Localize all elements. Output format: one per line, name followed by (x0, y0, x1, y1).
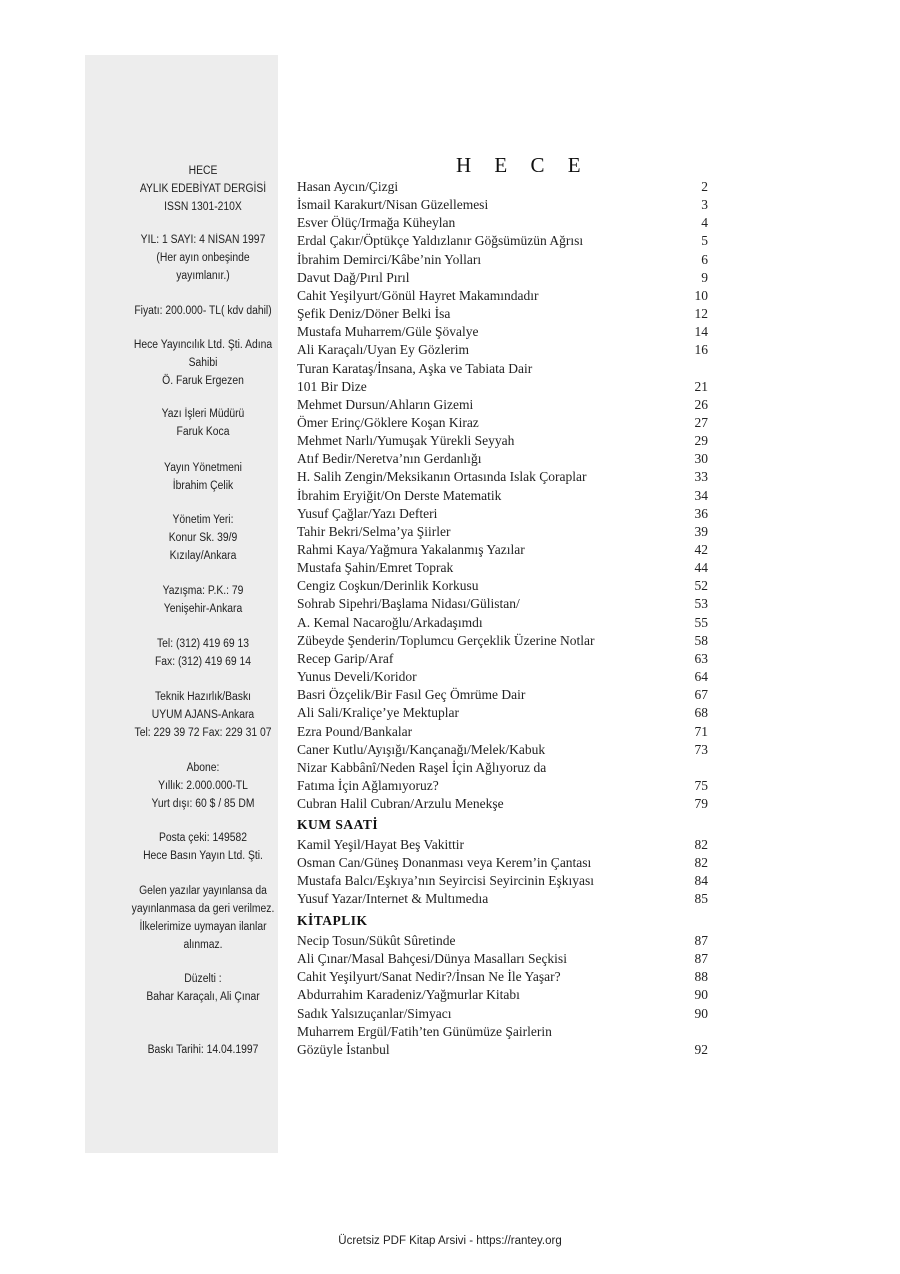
toc-entry-title: Nizar Kabbânî/Neden Raşel İçin Ağlıyoruz da (297, 759, 547, 775)
masthead-line: Düzelti : (184, 973, 222, 985)
toc-entry-page: 14 (694, 324, 708, 340)
masthead-subscription (118, 759, 289, 813)
masthead-line: Abone: (186, 762, 220, 774)
masthead-line: yayınlanmasa da geri verilmez. (131, 903, 275, 915)
toc-entry-title: H. Salih Zengin/Meksikanın Ortasında Islak Çoraplar (297, 469, 587, 485)
toc-entry-title: Ali Karaçalı/Uyan Ey Gözlerim (297, 342, 470, 358)
toc-entry-page: 27 (694, 414, 708, 430)
toc-entry-title: Kamil Yeşil/Hayat Beş Vakittir (297, 837, 464, 852)
masthead-line: Gelen yazılar yayınlansa da (139, 885, 267, 897)
toc-entry-page: 87 (694, 933, 708, 948)
toc-entry (297, 505, 708, 523)
toc-entry-title: Sadık Yalsızuçanlar/Simyacı (297, 1005, 452, 1021)
toc-entry-page: 30 (694, 451, 708, 467)
toc-entry (297, 795, 708, 813)
toc-entry-title: Zübeyde Şenderin/Toplumcu Gerçeklik Üzerine Notlar (297, 632, 595, 648)
masthead-line: Yazı İşleri Müdürü (161, 408, 245, 420)
toc-entry (297, 559, 708, 577)
masthead-line: AYLIK EDEBİYAT DERGİSİ (139, 183, 267, 195)
toc-entry (297, 396, 708, 414)
toc-entry-title: Tahir Bekri/Selma’ya Şiirler (297, 523, 451, 539)
toc-entry (297, 932, 708, 950)
toc-section-heading: KUM SAATİ (297, 817, 379, 832)
masthead-line: YIL: 1 SAYI: 4 NİSAN 1997 (140, 234, 266, 246)
masthead-line: Yazışma: P.K.: 79 (162, 585, 244, 597)
toc-entry (297, 704, 708, 722)
masthead-print-date (118, 1041, 289, 1059)
toc-entry-page: 36 (694, 505, 708, 521)
toc-entry (297, 269, 708, 287)
toc-entry (297, 836, 708, 854)
toc-entry-page: 67 (694, 687, 708, 703)
masthead-line: Kızılay/Ankara (169, 550, 237, 562)
toc-entry-title: Mustafa Muharrem/Güle Şövalye (297, 324, 479, 340)
toc-section-heading: KİTAPLIK (297, 913, 368, 928)
toc-entry-page: 82 (694, 855, 708, 871)
masthead-line: Bahar Karaçalı, Ali Çınar (146, 991, 260, 1003)
toc-entry-title: Cengiz Coşkun/Derinlik Korkusu (297, 578, 479, 594)
toc-entry-page: 33 (694, 469, 708, 485)
toc-entry-title: Gözüyle İstanbul (297, 1041, 390, 1057)
toc-entry (297, 686, 708, 704)
masthead-issue-block (118, 231, 289, 285)
toc-entry (297, 595, 708, 613)
toc-entry (297, 614, 708, 632)
masthead-line: Teknik Hazırlık/Baskı (154, 691, 252, 703)
toc-entry-title: Davut Dağ/Pırıl Pırıl (297, 269, 410, 285)
masthead-owner (118, 336, 289, 390)
page-title: H E C E (456, 153, 590, 177)
toc-entry (297, 577, 708, 595)
masthead-line: Tel: 229 39 72 Fax: 229 31 07 (134, 727, 272, 739)
toc-entry (297, 487, 708, 505)
toc-entry-page: 63 (694, 650, 708, 666)
masthead-phone (118, 635, 289, 671)
masthead-postal (118, 829, 289, 865)
toc-entry-page: 42 (694, 542, 708, 557)
masthead-line: Hece Basın Yayın Ltd. Şti. (143, 850, 263, 862)
toc-entry (297, 650, 708, 668)
toc-entry-title: Cahit Yeşilyurt/Gönül Hayret Makamındadır (297, 287, 539, 303)
toc-entry-title: Şefik Deniz/Döner Belki İsa (297, 306, 451, 322)
toc-entry (297, 632, 708, 650)
toc-entry-title: Mustafa Balcı/Eşkıya’nın Seyircisi Seyircinin Eşkıyası (297, 873, 594, 889)
toc-entry (297, 890, 708, 908)
toc-entry (297, 668, 708, 686)
toc-entry (297, 287, 708, 305)
masthead-line: yayımlanır.) (176, 270, 230, 282)
toc-entry-page: 73 (694, 741, 708, 757)
masthead-line: Baskı Tarihi: 14.04.1997 (147, 1044, 259, 1056)
masthead-line: İbrahim Çelik (172, 480, 234, 492)
toc-entry-page: 90 (694, 1005, 708, 1021)
masthead-proofreading (118, 970, 289, 1006)
toc-entry (297, 1041, 708, 1059)
masthead-line: alınmaz. (183, 939, 223, 951)
toc-entry-title: Atıf Bedir/Neretva’nın Gerdanlığı (297, 451, 482, 467)
toc-entry-page: 12 (694, 306, 708, 322)
toc-entry (297, 541, 708, 559)
toc-entry (297, 950, 708, 968)
toc-entry-page: 64 (694, 669, 708, 685)
toc-entry-page: 26 (694, 396, 708, 412)
toc-entry-page: 53 (694, 596, 708, 612)
masthead-line: (Her ayın onbeşinde (156, 252, 250, 264)
masthead-line: Yıllık: 2.000.000-TL (158, 780, 248, 792)
masthead-line: Yönetim Yeri: (172, 514, 234, 526)
toc-entry-title: Ali Çınar/Masal Bahçesi/Dünya Masalları Seçkisi (297, 951, 567, 967)
toc-entry-page: 9 (701, 269, 708, 285)
masthead-line: Faruk Koca (176, 426, 230, 438)
toc-entry-page: 84 (694, 873, 708, 889)
toc-entry (297, 360, 708, 378)
masthead-mail (118, 582, 289, 618)
toc-entry (297, 1023, 708, 1041)
toc-entry (297, 414, 708, 432)
toc-entry-title: İsmail Karakurt/Nisan Güzellemesi (297, 197, 489, 213)
toc-entry-page: 10 (694, 287, 708, 303)
masthead-line: Yayın Yönetmeni (164, 462, 242, 474)
toc-entry-title: 101 Bir Dize (297, 378, 367, 394)
toc-entry-title: Basri Özçelik/Bir Fasıl Geç Ömrüme Dair (297, 687, 526, 703)
toc-entry-page: 39 (694, 523, 708, 539)
toc-entry (297, 1005, 708, 1023)
toc-entry-page: 44 (694, 560, 708, 576)
toc-entry-page: 55 (694, 614, 708, 630)
toc-entry (297, 214, 708, 232)
toc-entry-page: 85 (694, 891, 708, 907)
toc-entry (297, 968, 708, 986)
toc-entry (297, 305, 708, 323)
toc-entry (297, 741, 708, 759)
masthead-line: Ö. Faruk Ergezen (162, 375, 244, 387)
toc-entry-page: 92 (694, 1041, 708, 1057)
toc-entry (297, 986, 708, 1004)
toc-entry (297, 323, 708, 341)
toc-entry-page: 90 (694, 987, 708, 1003)
toc-entry-page: 4 (701, 215, 708, 231)
toc-entry (297, 196, 708, 214)
toc-entry-title: Abdurrahim Karadeniz/Yağmurlar Kitabı (297, 987, 520, 1003)
toc-entry-title: Ali Sali/Kraliçe’ye Mektuplar (297, 705, 459, 721)
toc-entry (297, 872, 708, 890)
toc-entry-title: Caner Kutlu/Ayışığı/Kançanağı/Melek/Kabuk (297, 741, 546, 757)
masthead-editor (118, 405, 289, 441)
toc-entry (297, 232, 708, 250)
masthead-price (118, 302, 289, 320)
masthead-line: Yenişehir-Ankara (163, 603, 243, 615)
toc-entry-page: 6 (701, 251, 708, 267)
toc-entry (297, 178, 708, 196)
masthead-notice (118, 882, 289, 954)
toc-entry-title: Mustafa Şahin/Emret Toprak (297, 560, 454, 576)
toc-entry (297, 432, 708, 450)
toc-entry-page: 21 (694, 378, 708, 394)
masthead-line: Hece Yayıncılık Ltd. Şti. Adına (133, 339, 273, 351)
toc-entry-page: 58 (694, 632, 708, 648)
masthead-line: ISSN 1301-210X (164, 201, 242, 213)
toc-entry-page: 82 (694, 837, 708, 852)
toc-entry-page: 88 (694, 969, 708, 985)
masthead-line: Posta çeki: 149582 (158, 832, 248, 844)
toc-entry-page: 79 (694, 796, 708, 812)
footer-text: Ücretsiz PDF Kitap Arsivi - https://rantey.org (338, 1235, 562, 1247)
toc-entry (297, 777, 708, 795)
toc-entry-page: 29 (694, 433, 708, 449)
toc-entry-title: Hasan Aycın/Çizgi (297, 179, 399, 194)
toc-entry-page: 87 (694, 951, 708, 967)
masthead-line: Tel: (312) 419 69 13 (156, 638, 250, 650)
toc-entry-title: Turan Karataş/İnsana, Aşka ve Tabiata Dair (297, 360, 533, 376)
toc-entry-title: Osman Can/Güneş Donanması veya Kerem’in Çantası (297, 855, 592, 871)
toc-entry-title: Mehmet Narlı/Yumuşak Yürekli Seyyah (297, 433, 515, 449)
toc-entry-page: 71 (694, 723, 708, 739)
masthead-line: Yurt dışı: 60 $ / 85 DM (151, 798, 255, 810)
toc-entry-title: Recep Garip/Araf (297, 650, 394, 666)
masthead-line: İlkelerimize uymayan ilanlar (139, 921, 267, 933)
toc-entry-title: Rahmi Kaya/Yağmura Yakalanmış Yazılar (297, 542, 525, 557)
toc-entry-title: Erdal Çakır/Öptükçe Yaldızlanır Göğsümüzün Ağrısı (297, 233, 584, 249)
toc-entry-title: Ömer Erinç/Göklere Koşan Kiraz (297, 414, 479, 430)
toc-entry-title: Cahit Yeşilyurt/Sanat Nedir?/İnsan Ne İle Yaşar? (297, 969, 561, 985)
toc-entry (297, 723, 708, 741)
masthead-title-block (118, 162, 289, 216)
toc-entry-page: 3 (701, 197, 708, 213)
toc-entry-title: A. Kemal Nacaroğlu/Arkadaşımdı (297, 614, 483, 630)
toc-entry-title: Sohrab Sipehri/Başlama Nidası/Gülistan/ (297, 596, 520, 612)
masthead-office (118, 511, 289, 565)
toc-entry (297, 251, 708, 269)
toc-entry-title: Yusuf Yazar/Internet & Multımedıa (297, 891, 489, 907)
toc-entry (297, 450, 708, 468)
toc-entry-page: 75 (694, 777, 708, 793)
toc-entry-page: 16 (694, 342, 708, 358)
masthead-line: Fax: (312) 419 69 14 (154, 656, 252, 668)
toc-entry-title: Yusuf Çağlar/Yazı Defteri (297, 505, 438, 521)
toc-entry-page: 52 (694, 578, 708, 594)
toc-entry (297, 854, 708, 872)
toc-entry-title: İbrahim Eryiğit/On Derste Matematik (297, 487, 502, 503)
toc-entry (297, 378, 708, 396)
toc-entry-page: 34 (694, 487, 708, 503)
toc-entry-title: Cubran Halil Cubran/Arzulu Menekşe (297, 796, 504, 812)
toc-entry-page: 5 (701, 233, 708, 249)
toc-entry-title: Esver Ölüç/Irmağa Küheylan (297, 215, 456, 231)
toc-entry-title: Necip Tosun/Sükût Sûretinde (297, 933, 456, 948)
toc-entry-title: Fatıma İçin Ağlamıyoruz? (297, 777, 439, 793)
masthead-line: HECE (188, 165, 218, 177)
masthead-print (118, 688, 289, 742)
toc-entry (297, 523, 708, 541)
masthead-line: Sahibi (188, 357, 218, 369)
toc-entry-title: Ezra Pound/Bankalar (297, 723, 413, 739)
toc-entry-page: 2 (701, 179, 708, 194)
masthead-line: UYUM AJANS-Ankara (151, 709, 255, 721)
toc-entry (297, 341, 708, 359)
toc-entry-title: Mehmet Dursun/Ahların Gizemi (297, 396, 474, 412)
masthead-line: Fiyatı: 200.000- TL( kdv dahil) (134, 305, 272, 317)
toc-entry (297, 468, 708, 486)
toc-entry (297, 759, 708, 777)
toc-entry-page: 68 (694, 705, 708, 721)
masthead-director (118, 459, 289, 495)
toc-entry-title: Yunus Develi/Koridor (297, 669, 417, 685)
toc-entry-title: İbrahim Demirci/Kâbe’nin Yolları (297, 251, 482, 267)
masthead-line: Konur Sk. 39/9 (168, 532, 238, 544)
toc-entry-title: Muharrem Ergül/Fatih’ten Günümüze Şairlerin (297, 1023, 552, 1039)
